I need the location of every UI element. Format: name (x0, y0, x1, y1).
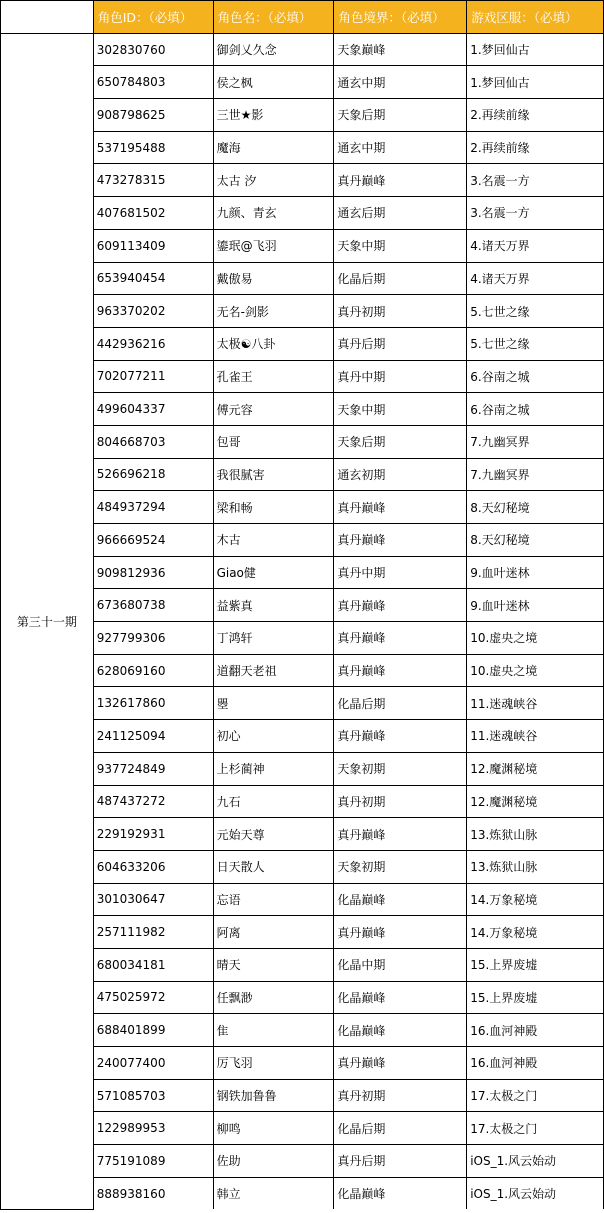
cell-role-name: 上杉蔺神 (213, 752, 334, 785)
cell-role-name: 九颜、青玄 (213, 197, 334, 230)
cell-server: 3.名震一方 (467, 197, 604, 230)
cell-role-id: 609113409 (93, 229, 213, 262)
cell-server: 9.血叶迷林 (467, 556, 604, 589)
cell-role-name: 包哥 (213, 425, 334, 458)
cell-role-id: 475025972 (93, 981, 213, 1014)
cell-server: 1.梦回仙古 (467, 66, 604, 99)
cell-role-name: 我很腻害 (213, 458, 334, 491)
cell-server: 8.天幻秘境 (467, 491, 604, 524)
cell-role-name: 忘语 (213, 883, 334, 916)
cell-role-name: 瞾 (213, 687, 334, 720)
cell-server: 6.谷南之城 (467, 393, 604, 426)
header-role-id: 角色ID：（必填） (93, 1, 213, 34)
cell-role-realm: 真丹巅峰 (334, 164, 467, 197)
cell-role-id: 937724849 (93, 752, 213, 785)
cell-role-realm: 真丹初期 (334, 1079, 467, 1112)
cell-role-id: 804668703 (93, 425, 213, 458)
cell-role-name: 木古 (213, 524, 334, 557)
cell-role-name: 魔海 (213, 131, 334, 164)
cell-role-realm: 天象中期 (334, 393, 467, 426)
cell-role-name: 益紫真 (213, 589, 334, 622)
cell-role-id: 888938160 (93, 1177, 213, 1209)
cell-server: 12.魔渊秘境 (467, 785, 604, 818)
cell-role-name: 傅元容 (213, 393, 334, 426)
cell-role-realm: 天象初期 (334, 850, 467, 883)
header-row (1, 1, 604, 34)
cell-role-id: 407681502 (93, 197, 213, 230)
cell-role-id: 927799306 (93, 622, 213, 655)
table-body (1, 33, 604, 1209)
cell-role-id: 122989953 (93, 1112, 213, 1145)
cell-role-realm: 化晶巅峰 (334, 1014, 467, 1047)
cell-role-name: 道翻天老祖 (213, 654, 334, 687)
cell-role-realm: 真丹巅峰 (334, 491, 467, 524)
cell-role-name: 柳鸣 (213, 1112, 334, 1145)
cell-role-realm: 真丹后期 (334, 327, 467, 360)
cell-role-id: 537195488 (93, 131, 213, 164)
cell-server: 15.上界废墟 (467, 948, 604, 981)
corner-cell (1, 1, 94, 34)
cell-role-realm: 天象中期 (334, 229, 467, 262)
cell-role-id: 301030647 (93, 883, 213, 916)
cell-role-id: 571085703 (93, 1079, 213, 1112)
cell-server: 15.上界废墟 (467, 981, 604, 1014)
cell-role-id: 604633206 (93, 850, 213, 883)
cell-role-realm: 通玄后期 (334, 197, 467, 230)
cell-server: 10.虚央之境 (467, 622, 604, 655)
cell-role-name: 佐助 (213, 1145, 334, 1178)
cell-server: 2.再续前缘 (467, 131, 604, 164)
cell-role-name: 无名-剑影 (213, 295, 334, 328)
cell-role-id: 473278315 (93, 164, 213, 197)
cell-role-id: 257111982 (93, 916, 213, 949)
cell-role-realm: 化晶后期 (334, 262, 467, 295)
cell-server: 7.九幽冥界 (467, 458, 604, 491)
cell-role-realm: 通玄初期 (334, 458, 467, 491)
cell-server: 12.魔渊秘境 (467, 752, 604, 785)
cell-role-realm: 真丹巅峰 (334, 720, 467, 753)
cell-server: 7.九幽冥界 (467, 425, 604, 458)
cell-role-realm: 天象后期 (334, 425, 467, 458)
cell-role-name: 梁和畅 (213, 491, 334, 524)
cell-role-name: 三世★影 (213, 99, 334, 132)
cell-role-realm: 真丹巅峰 (334, 524, 467, 557)
cell-role-realm: 化晶巅峰 (334, 883, 467, 916)
cell-role-id: 653940454 (93, 262, 213, 295)
cell-role-id: 963370202 (93, 295, 213, 328)
period-cell: 第三十一期 (1, 33, 94, 1209)
cell-server: 9.血叶迷林 (467, 589, 604, 622)
cell-role-name: Giao健 (213, 556, 334, 589)
cell-role-id: 908798625 (93, 99, 213, 132)
cell-server: 16.血河神殿 (467, 1014, 604, 1047)
cell-role-id: 240077400 (93, 1047, 213, 1080)
cell-server: 2.再续前缘 (467, 99, 604, 132)
cell-role-id: 909812936 (93, 556, 213, 589)
header-role-realm: 角色境界：（必填） (334, 1, 467, 34)
cell-role-id: 673680738 (93, 589, 213, 622)
cell-role-id: 680034181 (93, 948, 213, 981)
cell-role-id: 966669524 (93, 524, 213, 557)
cell-role-name: 九石 (213, 785, 334, 818)
cell-role-realm: 真丹初期 (334, 785, 467, 818)
cell-role-name: 初心 (213, 720, 334, 753)
cell-role-realm: 天象后期 (334, 99, 467, 132)
cell-role-id: 526696218 (93, 458, 213, 491)
cell-server: 17.太极之门 (467, 1079, 604, 1112)
cell-server: 5.七世之缘 (467, 295, 604, 328)
cell-role-id: 688401899 (93, 1014, 213, 1047)
cell-role-id: 241125094 (93, 720, 213, 753)
cell-role-realm: 真丹巅峰 (334, 654, 467, 687)
cell-role-id: 702077211 (93, 360, 213, 393)
cell-role-name: 任飘渺 (213, 981, 334, 1014)
cell-role-realm: 通玄中期 (334, 131, 467, 164)
cell-role-realm: 天象巅峰 (334, 33, 467, 66)
cell-role-id: 628069160 (93, 654, 213, 687)
cell-role-realm: 天象初期 (334, 752, 467, 785)
cell-role-id: 229192931 (93, 818, 213, 851)
cell-server: iOS_1.风云始动 (467, 1145, 604, 1178)
cell-role-realm: 真丹巅峰 (334, 589, 467, 622)
cell-role-name: 晴天 (213, 948, 334, 981)
cell-server: 14.万象秘境 (467, 883, 604, 916)
cell-role-id: 302830760 (93, 33, 213, 66)
cell-role-realm: 化晶中期 (334, 948, 467, 981)
cell-role-realm: 真丹后期 (334, 1145, 467, 1178)
cell-server: 11.迷魂峡谷 (467, 720, 604, 753)
cell-role-realm: 真丹中期 (334, 556, 467, 589)
cell-role-id: 442936216 (93, 327, 213, 360)
cell-server: 13.炼狱山脉 (467, 818, 604, 851)
cell-server: 1.梦回仙古 (467, 33, 604, 66)
cell-server: 6.谷南之城 (467, 360, 604, 393)
cell-role-name: 丁鸿轩 (213, 622, 334, 655)
cell-role-realm: 真丹巅峰 (334, 622, 467, 655)
cell-role-id: 775191089 (93, 1145, 213, 1178)
cell-server: 5.七世之缘 (467, 327, 604, 360)
cell-role-id: 484937294 (93, 491, 213, 524)
cell-server: 11.迷魂峡谷 (467, 687, 604, 720)
cell-role-id: 132617860 (93, 687, 213, 720)
cell-role-name: 御剑乂久念 (213, 33, 334, 66)
cell-role-realm: 化晶后期 (334, 1112, 467, 1145)
cell-server: 4.诸天万界 (467, 229, 604, 262)
cell-role-name: 韩立 (213, 1177, 334, 1209)
cell-role-realm: 化晶后期 (334, 687, 467, 720)
cell-role-name: 阿离 (213, 916, 334, 949)
cell-role-realm: 真丹中期 (334, 360, 467, 393)
cell-role-name: 侯之枫 (213, 66, 334, 99)
cell-role-name: 钢铁加鲁鲁 (213, 1079, 334, 1112)
cell-server: 10.虚央之境 (467, 654, 604, 687)
cell-role-name: 太极☯八卦 (213, 327, 334, 360)
cell-role-realm: 化晶巅峰 (334, 1177, 467, 1209)
cell-role-name: 孔雀王 (213, 360, 334, 393)
cell-role-realm: 真丹巅峰 (334, 1047, 467, 1080)
cell-role-realm: 真丹巅峰 (334, 818, 467, 851)
cell-role-id: 650784803 (93, 66, 213, 99)
cell-role-id: 487437272 (93, 785, 213, 818)
cell-role-realm: 真丹巅峰 (334, 916, 467, 949)
cell-role-name: 戴傲易 (213, 262, 334, 295)
cell-role-name: 厉飞羽 (213, 1047, 334, 1080)
cell-role-realm: 真丹初期 (334, 295, 467, 328)
cell-server: 3.名震一方 (467, 164, 604, 197)
cell-role-name: 太古 汐 (213, 164, 334, 197)
cell-role-realm: 通玄中期 (334, 66, 467, 99)
cell-role-name: 日天散人 (213, 850, 334, 883)
cell-server: 8.天幻秘境 (467, 524, 604, 557)
cell-server: 14.万象秘境 (467, 916, 604, 949)
cell-server: 13.炼狱山脉 (467, 850, 604, 883)
cell-server: 16.血河神殿 (467, 1047, 604, 1080)
cell-role-name: 鎏珉@飞羽 (213, 229, 334, 262)
cell-role-name: 隹 (213, 1014, 334, 1047)
cell-role-id: 499604337 (93, 393, 213, 426)
header-server: 游戏区服：（必填） (467, 1, 604, 34)
header-role-name: 角色名：（必填） (213, 1, 334, 34)
cell-server: 4.诸天万界 (467, 262, 604, 295)
table-row (1, 33, 604, 66)
cell-server: iOS_1.风云始动 (467, 1177, 604, 1209)
cell-server: 17.太极之门 (467, 1112, 604, 1145)
cell-role-name: 元始天尊 (213, 818, 334, 851)
cell-role-realm: 化晶巅峰 (334, 981, 467, 1014)
